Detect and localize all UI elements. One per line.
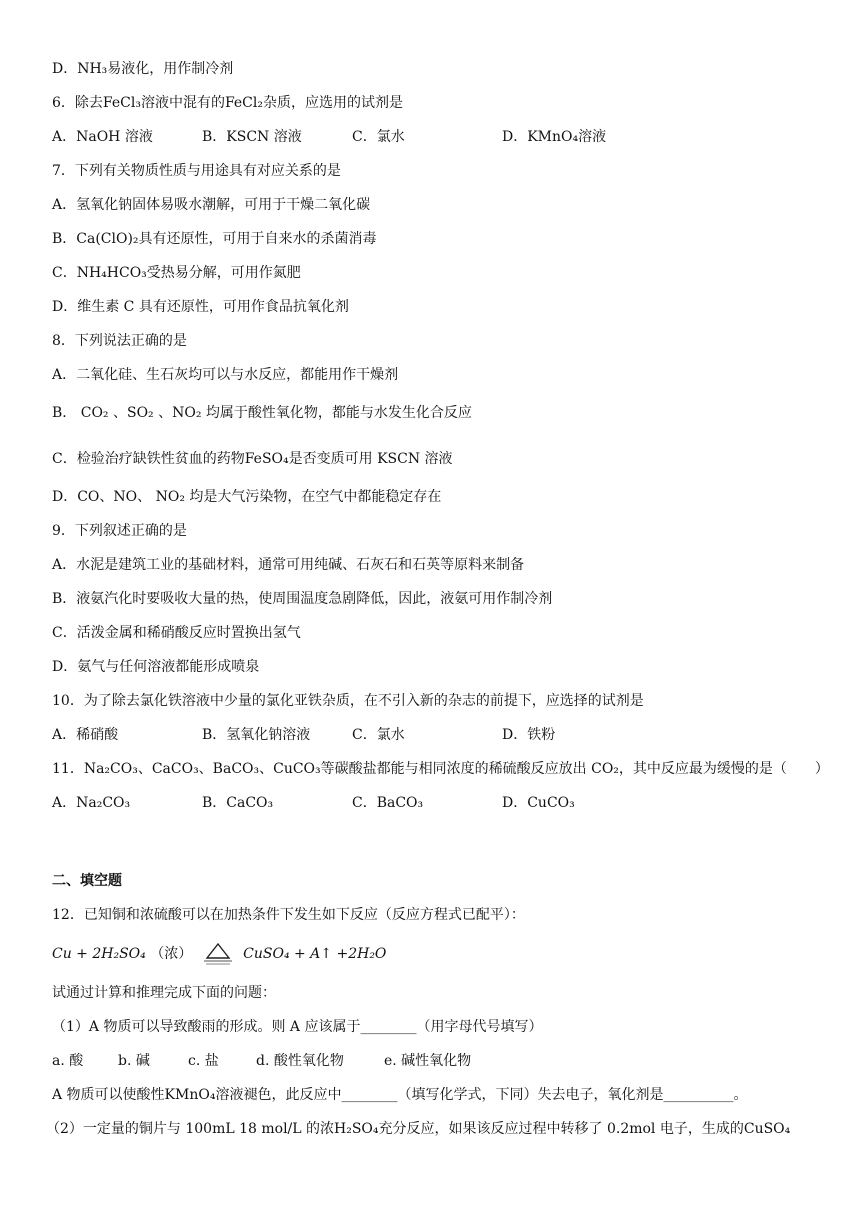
q7-option-a: A．氢氧化钠固体易吸水潮解，可用于干燥二氧化碳 xyxy=(52,197,371,213)
choice-b: b. 碱 xyxy=(118,1053,150,1069)
q12-part1: （1）A 物质可以导致酸雨的形成。则 A 应该属于________（用字母代号填写） xyxy=(52,1019,543,1035)
choice-e: e. 碱性氧化物 xyxy=(384,1053,472,1069)
q7-stem: 7．下列有关物质性质与用途具有对应关系的是 xyxy=(52,163,341,179)
q10-option-c: C．氯水 xyxy=(352,727,405,743)
q7-option-b: B．Ca(ClO)₂具有还原性，可用于自来水的杀菌消毒 xyxy=(52,231,377,247)
q11-option-c: C．BaCO₃ xyxy=(352,795,424,811)
q11-option-a: A．Na₂CO₃ xyxy=(52,795,131,811)
q12-intro: 试通过计算和推理完成下面的问题： xyxy=(52,985,276,1001)
q10-option-d: D．铁粉 xyxy=(502,727,556,743)
q9-option-d: D．氨气与任何溶液都能形成喷泉 xyxy=(52,659,260,675)
q7-option-d: D．维生素 C 具有还原性，可用作食品抗氧化剂 xyxy=(52,299,349,315)
q8-option-b: B． CO₂ 、SO₂ 、NO₂ 均属于酸性氧化物，都能与水发生化合反应 xyxy=(52,405,472,421)
q8-stem: 8．下列说法正确的是 xyxy=(52,333,187,349)
choice-c: c. 盐 xyxy=(188,1053,219,1069)
equation-left: Cu + 2H₂SO₄ xyxy=(52,946,146,962)
section-title: 二、填空题 xyxy=(52,873,122,889)
q12-equation xyxy=(52,941,386,967)
choice-a: a. 酸 xyxy=(52,1053,84,1069)
q10-option-b: B．氢氧化钠溶液 xyxy=(202,727,311,743)
q9-option-c: C．活泼金属和稀硝酸反应时置换出氢气 xyxy=(52,625,301,641)
q6-option-a: A．NaOH 溶液 xyxy=(52,129,153,145)
q5-option-d: D．NH₃易液化，用作制冷剂 xyxy=(52,61,234,77)
q6-option-b: B．KSCN 溶液 xyxy=(202,129,302,145)
q11-stem: 11．Na₂CO₃、CaCO₃、BaCO₃、CuCO₃等碳酸盐都能与相同浓度的稀硫酸反应放出 CO₂，其中反应最为缓慢的是（ ） xyxy=(52,761,829,777)
equation-condition: （浓） xyxy=(150,946,193,962)
q8-option-a: A．二氧化硅、生石灰均可以与水反应，都能用作干燥剂 xyxy=(52,367,399,383)
choice-d: d. 酸性氧化物 xyxy=(256,1053,344,1069)
q11-option-d: D．CuCO₃ xyxy=(502,795,575,811)
q9-option-b: B．液氨汽化时要吸收大量的热，使周围温度急剧降低，因此，液氨可用作制冷剂 xyxy=(52,591,553,607)
q6-option-d: D．KMnO₄溶液 xyxy=(502,129,607,145)
q12-part2: （2）一定量的铜片与 100mL 18 mol/L 的浓H₂SO₄充分反应，如果该反应过程中转移了 0.2mol 电子，生成的CuSO₄ xyxy=(46,1121,791,1137)
q8-option-c: C．检验治疗缺铁性贫血的药物FeSO₄是否变质可用 KSCN 溶液 xyxy=(52,451,453,467)
q12-part1b: A 物质可以使酸性KMnO₄溶液褪色，此反应中________（填写化学式，下同）失去电子，氧化剂是__________。 xyxy=(52,1087,748,1103)
q12-stem: 12．已知铜和浓硫酸可以在加热条件下发生如下反应（反应方程式已配平）： xyxy=(52,907,525,923)
q10-stem: 10．为了除去氯化铁溶液中少量的氯化亚铁杂质，在不引入新的杂志的前提下，应选择的试剂是 xyxy=(52,693,644,709)
q11-option-b: B．CaCO₃ xyxy=(202,795,274,811)
q7-option-c: C．NH₄HCO₃受热易分解，可用作氮肥 xyxy=(52,265,301,281)
q8-option-d: D．CO、NO、 NO₂ 均是大气污染物，在空气中都能稳定存在 xyxy=(52,489,442,505)
q10-option-a: A．稀硝酸 xyxy=(52,727,119,743)
q9-stem: 9．下列叙述正确的是 xyxy=(52,523,187,539)
q6-stem: 6．除去FeCl₃溶液中混有的FeCl₂杂质，应选用的试剂是 xyxy=(52,95,403,111)
heating-triangle-icon xyxy=(203,941,233,967)
q6-option-c: C．氯水 xyxy=(352,129,405,145)
q9-option-a: A．水泥是建筑工业的基础材料，通常可用纯碱、石灰石和石英等原料来制备 xyxy=(52,557,525,573)
equation-right: CuSO₄ + A↑ +2H₂O xyxy=(243,946,387,962)
